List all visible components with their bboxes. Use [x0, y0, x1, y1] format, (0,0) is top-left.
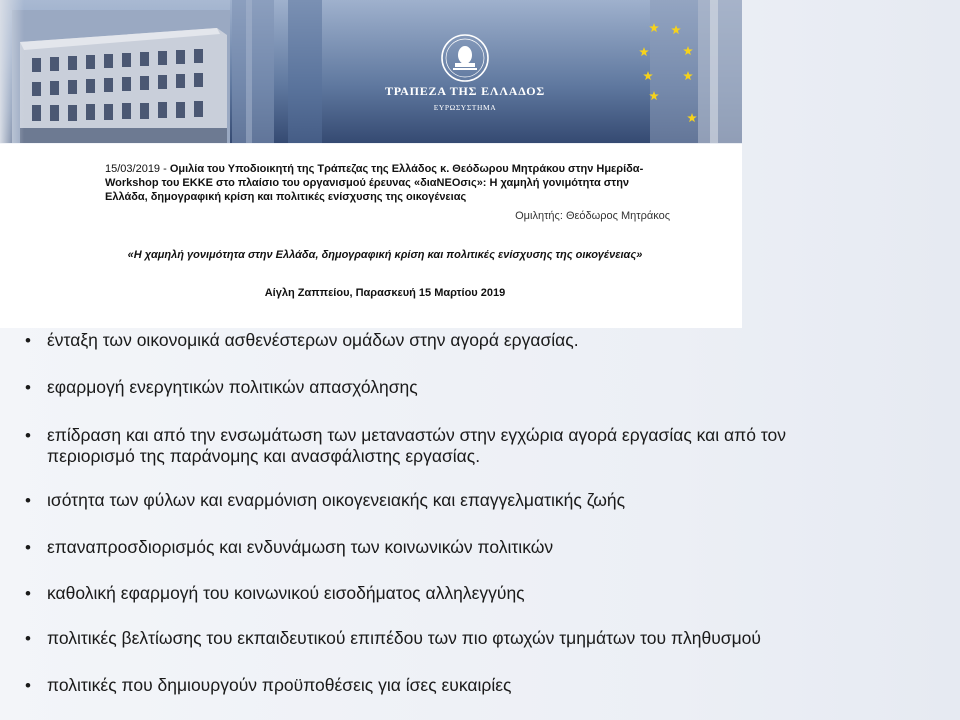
bullet-dot: • — [25, 331, 31, 350]
bullet-dot: • — [25, 378, 31, 397]
speech-intro — [105, 162, 670, 204]
date-separator: - — [160, 163, 170, 175]
speech-title: «Η χαμηλή γονιμότητα στην Ελλάδα, δημογραφική κρίση και πολιτικές ενίσχυσης της οικογένειας» — [127, 249, 643, 261]
list-item-text: ένταξη των οικονομικά ασθενέστερων ομάδων στην αγορά εργασίας. — [47, 330, 579, 350]
speaker-line: Ομιλητής: Θεόδωρος Μητράκος — [515, 210, 670, 222]
bullet-dot: • — [25, 426, 31, 445]
eu-stars-icon — [632, 18, 712, 138]
speech-date: 15/03/2019 — [105, 163, 161, 175]
list-item-text: πολιτικές βελτίωσης του εκπαιδευτικού επιπέδου των πιο φτωχών τμημάτων του πληθυσμού — [47, 628, 761, 648]
list-item-text: πολιτικές που δημιουργούν προϋποθέσεις για ίσες ευκαιρίες — [47, 675, 512, 695]
bullet-dot: • — [25, 676, 31, 695]
bank-seal-icon — [440, 33, 490, 83]
speech-intro-title: Ομιλία του Υποδιοικητή της Τράπεζας της Ελλάδος κ. Θεόδωρου Μητράκου στην Ημερίδα-Workshop του ΕΚΚΕ στο πλαίσιο του οργανισμού έρευνας «διαΝΕΟσις»: Η χαμηλή γονιμότητα στην Ελλάδα, δημογραφική κρίση και πολιτικές ενίσχυσης της οικογένειας — [105, 163, 644, 203]
bullet-dot: • — [25, 538, 31, 557]
list-item-text: εφαρμογή ενεργητικών πολιτικών απασχόλησης — [47, 377, 418, 397]
list-item-text: επίδραση και από την ενσωμάτωση των μεταναστών στην εγχώρια αγορά εργασίας και από τον περιορισμό της παράνομης και ανασφάλιστης εργασίας. — [47, 425, 786, 466]
bank-name: ΤΡΑΠΕΖΑ ΤΗΣ ΕΛΛΑΔΟΣ — [384, 84, 546, 98]
bank-building-image — [12, 10, 232, 143]
bullet-dot: • — [25, 584, 31, 603]
speech-header — [0, 144, 742, 328]
bank-banner — [0, 0, 742, 143]
bank-subtitle: ΕΥΡΩΣΥΣΤΗΜΑ — [433, 103, 497, 112]
bullet-dot: • — [25, 491, 31, 510]
list-item-text: επαναπροσδιορισμός και ενδυνάμωση των κοινωνικών πολιτικών — [47, 537, 554, 557]
list-item-text: ισότητα των φύλων και εναρμόνιση οικογενειακής και επαγγελματικής ζωής — [47, 490, 626, 510]
list-item-text: καθολική εφαρμογή του κοινωνικού εισοδήματος αλληλεγγύης — [47, 583, 525, 603]
speech-venue: Αίγλη Ζαππείου, Παρασκευή 15 Μαρτίου 2019 — [264, 287, 506, 299]
banner-edge — [0, 0, 24, 143]
bullet-dot: • — [25, 629, 31, 648]
